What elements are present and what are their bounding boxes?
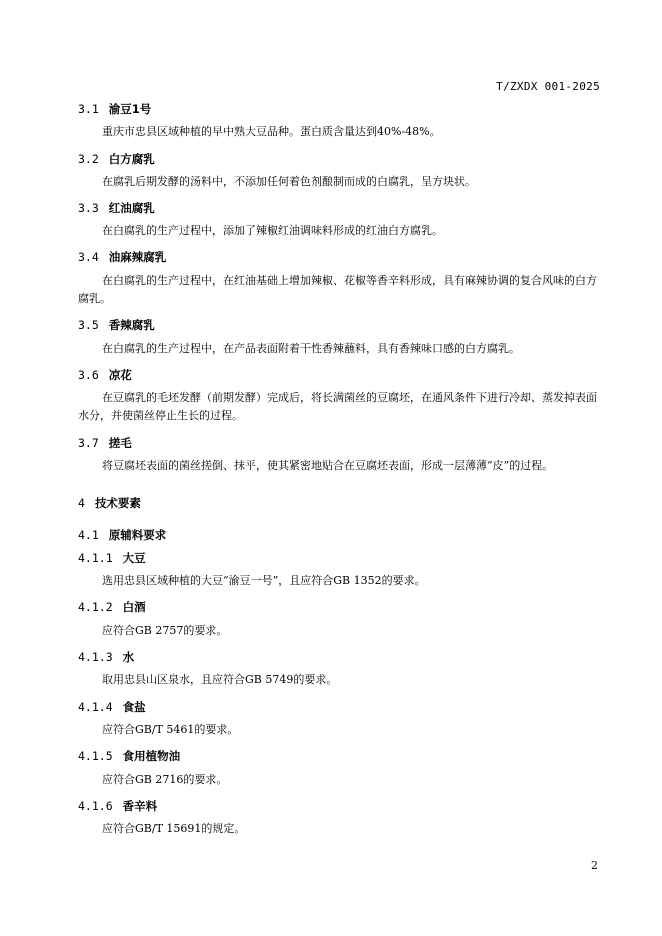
section-heading-3-2: [78, 151, 155, 167]
section-text-4-1-1: 选用忠县区域种植的大豆“渝豆一号”，且应符合GB 1352的要求。: [102, 574, 426, 587]
section-number: 4: [78, 496, 85, 510]
section-number: 3.6: [78, 368, 99, 382]
section-title: 香辣腐乳: [108, 318, 155, 332]
section-text-3-1: 重庆市忠县区域种植的早中熟大豆品种。蛋白质含量达到40%-48%。: [102, 125, 441, 138]
section-title: 白酒: [122, 600, 146, 614]
section-number: 4.1.3: [78, 650, 113, 664]
section-text-3-3: 在白腐乳的生产过程中，添加了辣椒红油调味料形成的红油白方腐乳。: [102, 224, 443, 237]
document-code: T/ZXDX 001-2025: [496, 80, 600, 93]
section-number: 3.1: [78, 102, 99, 116]
section-text-4-1-6: 应符合GB/T 15691的规定。: [102, 822, 246, 835]
section-heading-4-1-4: [78, 699, 146, 715]
section-number: 4.1.4: [78, 700, 113, 714]
section-text-4-1-3: 取用忠县山区泉水，且应符合GB 5749的要求。: [102, 673, 338, 686]
section-title: 红油腐乳: [108, 201, 155, 215]
section-text-3-5: 在白腐乳的生产过程中，在产品表面附着干性香辣蘸料，具有香辣味口感的白方腐乳。: [102, 342, 520, 355]
section-heading-4: [78, 495, 141, 511]
section-number: 4.1.6: [78, 799, 113, 813]
section-title: 油麻辣腐乳: [108, 250, 167, 264]
section-title: 搓毛: [108, 436, 132, 450]
section-text-3-4: 在白腐乳的生产过程中，在红油基础上增加辣椒、花椒等香辛料形成，具有麻辣协调的复合风味的白方腐乳。: [78, 274, 597, 305]
section-heading-3-6: [78, 367, 132, 383]
section-heading-4-1-1: [78, 550, 146, 566]
section-text-4-1-2: 应符合GB 2757的要求。: [102, 624, 228, 637]
section-number: 3.4: [78, 250, 99, 264]
section-title: 香辛料: [122, 799, 158, 813]
section-text-3-2: 在腐乳后期发酵的汤料中，不添加任何着色剂酿制而成的白腐乳，呈方块状。: [102, 175, 476, 188]
section-number: 4.1.1: [78, 551, 113, 565]
page-number: 2: [591, 859, 598, 872]
section-heading-3-1: [78, 101, 151, 117]
section-text-4-1-5: 应符合GB 2716的要求。: [102, 773, 228, 786]
section-number: 3.7: [78, 436, 99, 450]
section-heading-3-7: [78, 435, 132, 451]
section-heading-3-3: [78, 200, 155, 216]
section-heading-4-1-3: [78, 649, 134, 665]
section-number: 3.2: [78, 152, 99, 166]
section-heading-4-1: [78, 527, 166, 543]
section-title: 大豆: [122, 551, 146, 565]
section-heading-4-1-2: [78, 599, 146, 615]
section-title: 原辅料要求: [108, 528, 167, 542]
section-text-3-7: 将豆腐坯表面的菌丝搓倒、抹平，使其紧密地贴合在豆腐坯表面，形成一层薄薄“皮”的过程。: [102, 459, 554, 472]
section-heading-4-1-6: [78, 798, 157, 814]
section-title: 技术要素: [94, 496, 141, 510]
section-title: 凉花: [108, 368, 132, 382]
section-heading-4-1-5: [78, 748, 180, 764]
section-number: 4.1: [78, 528, 99, 542]
section-title: 食盐: [122, 700, 146, 714]
section-title: 水: [122, 650, 135, 664]
section-number: 4.1.2: [78, 600, 113, 614]
section-text-3-6: 在豆腐乳的毛坯发酵（前期发酵）完成后，将长满菌丝的豆腐坯，在通风条件下进行冷却、蒸发掉表面水分，并使菌丝停止生长的过程。: [78, 391, 597, 422]
section-text-4-1-4: 应符合GB/T 5461的要求。: [102, 723, 239, 736]
section-title: 白方腐乳: [108, 152, 155, 166]
section-title: 食用植物油: [122, 749, 181, 763]
section-number: 4.1.5: [78, 749, 113, 763]
section-heading-3-4: [78, 249, 166, 265]
section-number: 3.3: [78, 201, 99, 215]
section-number: 3.5: [78, 318, 99, 332]
section-heading-3-5: [78, 317, 155, 333]
section-title: 渝豆1号: [108, 102, 152, 116]
